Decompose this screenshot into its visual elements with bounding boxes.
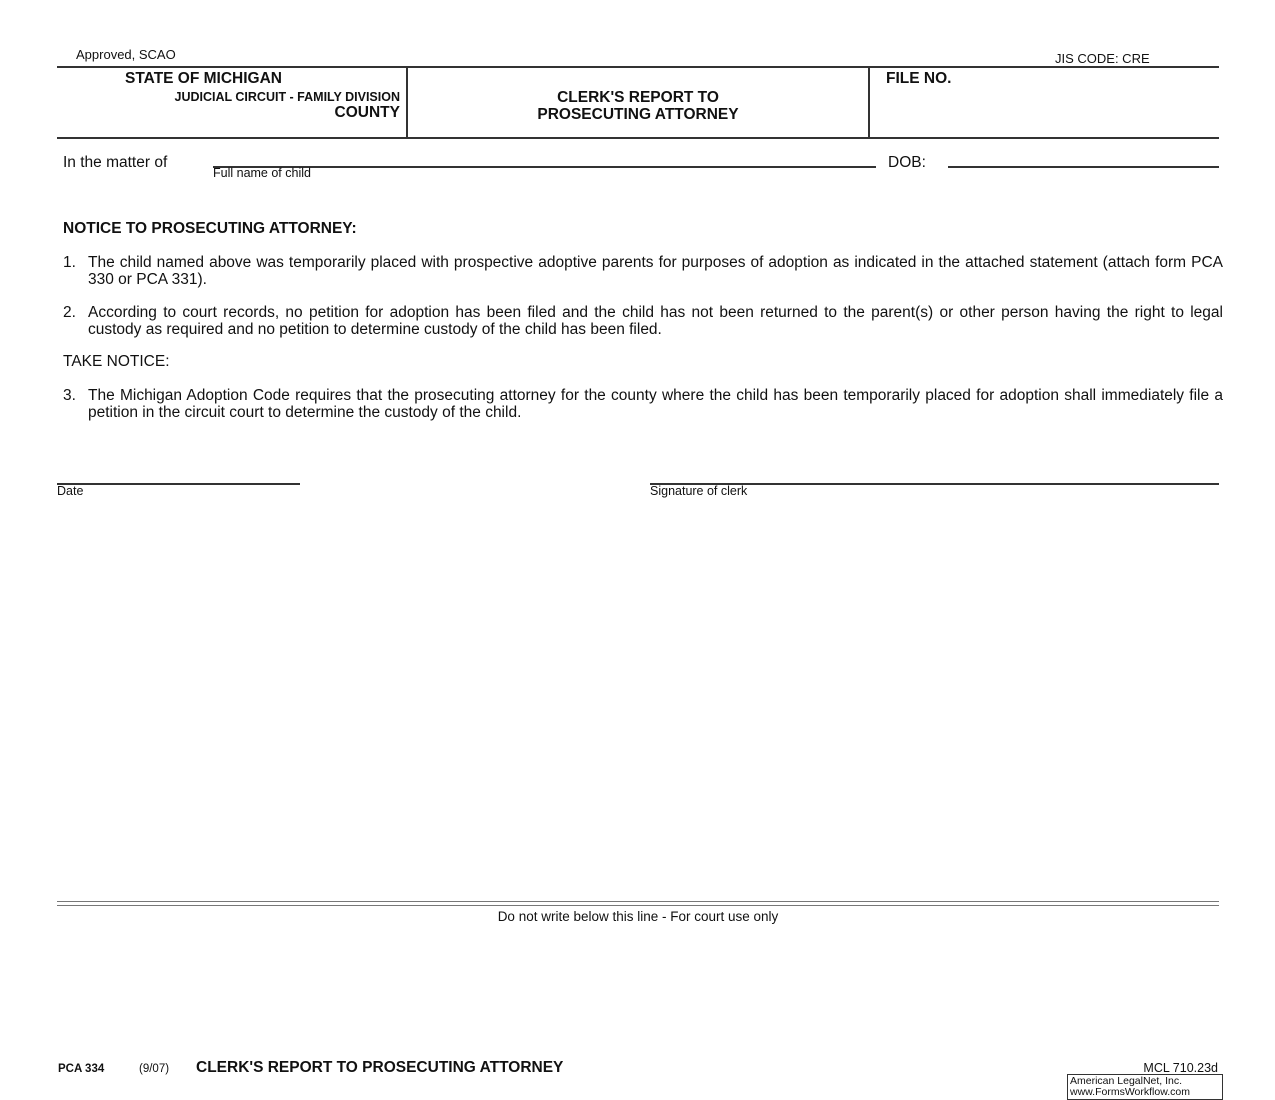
item-number: 2. xyxy=(63,304,76,321)
vendor-box xyxy=(1067,1074,1223,1100)
item-number: 1. xyxy=(63,254,76,271)
jis-code: JIS CODE: CRE xyxy=(1055,51,1150,66)
header-bottom-rule xyxy=(57,137,1219,139)
notice-item xyxy=(63,254,1223,288)
matter-label: In the matter of xyxy=(63,154,168,171)
take-notice-heading: TAKE NOTICE: xyxy=(63,353,170,370)
child-name-field[interactable] xyxy=(213,166,876,168)
title-line: PROSECUTING ATTORNEY xyxy=(537,106,739,123)
child-name-caption: Full name of child xyxy=(213,166,311,180)
clerk-signature-label: Signature of clerk xyxy=(650,484,748,498)
notice-item xyxy=(63,387,1223,421)
item-text: According to court records, no petition for adoption has been filed and the child has not been returned to the parent(s) or other person having the right to legal custody as required and no petition to determine custody of the child has been filed. xyxy=(88,304,1223,338)
divider xyxy=(868,67,870,138)
form-title xyxy=(408,89,868,123)
circuit-label: JUDICIAL CIRCUIT - FAMILY DIVISION xyxy=(174,90,400,104)
notice-heading: NOTICE TO PROSECUTING ATTORNEY: xyxy=(63,220,357,237)
approved-label: Approved, SCAO xyxy=(76,47,176,62)
court-use-rule xyxy=(57,901,1219,902)
dob-label: DOB: xyxy=(888,154,926,171)
county-label: COUNTY xyxy=(334,104,400,121)
vendor-url: www.FormsWorkflow.com xyxy=(1070,1086,1190,1098)
court-use-rule xyxy=(57,905,1219,906)
footer-title: CLERK'S REPORT TO PROSECUTING ATTORNEY xyxy=(196,1059,564,1076)
state-name: STATE OF MICHIGAN xyxy=(125,70,282,87)
mcl-reference: MCL 710.23d xyxy=(1143,1061,1218,1075)
vendor-name: American LegalNet, Inc. xyxy=(1070,1075,1183,1087)
file-no-label: FILE NO. xyxy=(886,70,952,87)
dob-field[interactable] xyxy=(948,166,1219,168)
form-revision: (9/07) xyxy=(139,1063,170,1075)
date-field[interactable] xyxy=(57,483,300,485)
item-text: The child named above was temporarily placed with prospective adoptive parents for purposes of adoption as indicated in the attached statement (attach form PCA 330 or PCA 331). xyxy=(88,254,1223,288)
notice-item xyxy=(63,304,1223,338)
title-line: CLERK'S REPORT TO xyxy=(557,89,719,106)
header-top-rule xyxy=(57,66,1219,68)
form-number: PCA 334 xyxy=(58,1063,105,1075)
item-text: The Michigan Adoption Code requires that the prosecuting attorney for the county where the child has been temporarily placed for adoption shall immediately file a petition in the circuit court to determine the custody of the child. xyxy=(88,387,1223,421)
court-use-notice: Do not write below this line - For court use only xyxy=(497,909,779,924)
date-label: Date xyxy=(57,484,84,498)
item-number: 3. xyxy=(63,387,76,404)
